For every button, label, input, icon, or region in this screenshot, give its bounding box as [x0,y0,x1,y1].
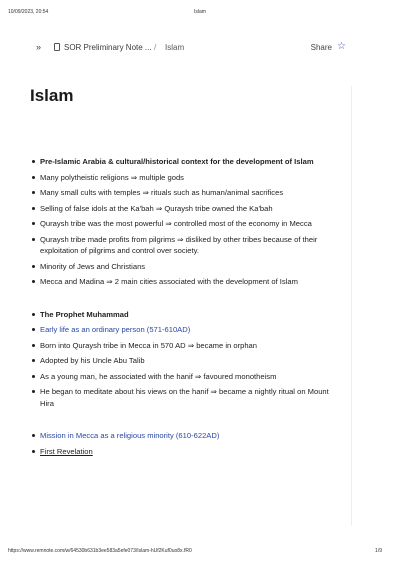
list-item[interactable]: Mecca and Madina ⇒ 2 main cities associated with the development of Islam [30,276,330,288]
list-item[interactable]: Adopted by his Uncle Abu Talib [30,355,330,367]
section-mission [30,430,330,457]
link-item[interactable]: Early life as an ordinary person (571-610AD) [30,324,330,336]
list-item[interactable]: Selling of false idols at the Ka'bah ⇒ Quraysh tribe owned the Ka'bah [30,203,330,215]
double-chevron-right-icon[interactable]: » [36,42,42,52]
print-page-number: 1/9 [375,548,382,554]
breadcrumb-separator: / [154,43,157,52]
list-item[interactable] [30,446,330,458]
list-item[interactable]: Many small cults with temples ⇒ rituals such as human/animal sacrifices [30,187,330,199]
underlined-text: First Revelation [40,446,93,456]
document-icon [54,43,60,51]
list-item[interactable]: Pre-Islamic Arabia & cultural/historical context for the development of Islam [30,156,330,168]
document-content [30,156,330,461]
breadcrumb-current[interactable]: Islam [165,43,185,52]
link-item[interactable]: Mission in Mecca as a religious minority (610-622AD) [30,430,330,442]
list-item[interactable]: Quraysh tribe was the most powerful ⇒ controlled most of the economy in Mecca [30,218,330,230]
page-title: Islam [30,86,74,105]
list-item[interactable]: Many polytheistic religions ⇒ multiple gods [30,172,330,184]
list-item[interactable]: Minority of Jews and Christians [30,261,330,273]
print-datetime: 10/09/2023, 20:54 [8,9,49,15]
list-item[interactable]: Quraysh tribe made profits from pilgrims ⇒ disliked by other tribes because of their exploitation of pilgrims and control over society. [30,234,330,257]
print-url: https://www.remnote.com/w/64530b631b3ee583a5efe073/Islam-hUf2Kuf0uo8x.fR0 [8,548,192,554]
panel-divider [351,86,352,526]
breadcrumb-parent[interactable]: SOR Preliminary Note ... [64,43,152,52]
section-pre-islamic [30,156,330,288]
topbar [36,42,354,56]
section-prophet [30,309,330,410]
share-button[interactable]: Share [310,43,332,52]
list-item[interactable]: The Prophet Muhammad [30,309,330,321]
print-title: Islam [194,9,206,15]
list-item[interactable]: Born into Quraysh tribe in Mecca in 570 AD ⇒ became in orphan [30,340,330,352]
star-icon[interactable]: ☆ [337,41,346,52]
list-item[interactable]: He began to meditate about his views on the hanif ⇒ became a nightly ritual on Mount Hira [30,386,330,409]
list-item[interactable]: As a young man, he associated with the hanif ⇒ favoured monotheism [30,371,330,383]
